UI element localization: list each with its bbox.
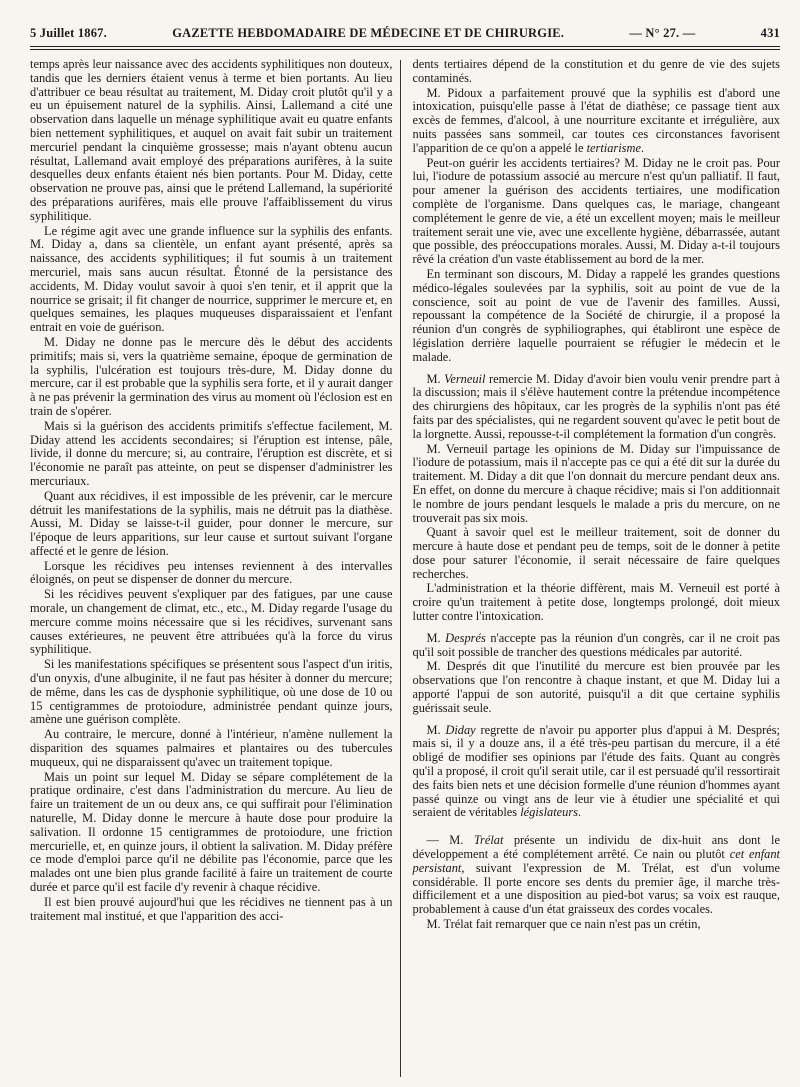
paragraph-prefix: M.	[426, 722, 446, 737]
paragraph-text: Au contraire, le mercure, donné à l'intérieur, n'amène nullement la disparition des squames palmaires et plantaires ou des tubercules muqueux, qui ne disparaissent qu'avec un traitement topique.	[30, 727, 393, 769]
paragraph-prefix: M.	[426, 630, 446, 645]
paragraph	[413, 918, 781, 932]
emphasis-text: cet enfant persistant	[412, 847, 780, 875]
paragraph-text: n'accepte pas la réunion d'un congrès, car il ne croit pas qu'il soit possible de trancher des questions médicales par autorité.	[412, 630, 780, 659]
paragraph	[30, 588, 393, 657]
paragraph	[413, 268, 781, 365]
paragraph-text: temps après leur naissance avec des accidents syphilitiques non douteux, tandis que les derniers étaient venus à terme et bien portants. Au lieu d'attribuer ce beau résultat au traitement, M. Diday croit plutôt qu'il y a eu un épuisement naturel de la syphilis. Ainsi, Lallemand a cité une observation dans laquelle un ménage syphilitique avait eu quatre enfants bien nettement syphilitiques, et auquel on avait fait subir un traitement mercuriel pendant la cinquième grossesse; mais n'ayant obtenu aucun résultat, Lallemand avait employé des préparations aurifères, à la suite desquelles deux enfants étaient nés bien portants. Pour M. Diday, cette observation ne prouve pas, ainsi que le prétend Lallemand, la supériorité des préparations aurifères, mais elle prouve l'affaiblissement du virus syphilitique.	[30, 58, 393, 223]
paragraph-text: Si les manifestations spécifiques se présentent sous l'aspect d'un iritis, d'un onyxis, d'une albuginite, il ne faut pas hésiter à donner du mercure; de même, dans les cas de dysphonie syphilitique, où une dose de 10 ou 15 centigrammes de protoiodure, administrée pendant quinze jours, amène une guérison complète.	[30, 657, 393, 727]
paragraph	[413, 87, 781, 156]
paragraph-text: présente un individu de dix-huit ans dont le développement a été complétement arrêté. Ce nain ou plutôt	[412, 833, 780, 862]
emphasis-text: tertiarisme	[586, 140, 641, 155]
paragraph	[413, 834, 781, 917]
paragraph-text: Peut-on guérir les accidents tertiaires? M. Diday ne le croit pas. Pour lui, l'iodure de potassium associé au mercure n'est qu'un palliatif. Il faut, pour amener la guérison des accidents tertiaires, une modification complète de l'organisme. Dans quelques cas, le mariage, changeant complétement le genre de vie, a été un excellent moyen; mais le meilleur traitement serait une vie, avec une excellente hygiène, débarrassée, autant que possible, des préoccupations morales. Aussi, M. Diday a-t-il toujours rêvé la création d'un vaste établissement au bord de la mer.	[412, 155, 780, 267]
paragraph	[413, 724, 781, 821]
paragraph-text: Lorsque les récidives peu intenses reviennent à des intervalles éloignés, on peut se dispenser de donner du mercure.	[30, 558, 393, 587]
paragraph-suffix: .	[640, 140, 645, 155]
paragraph-text: dents tertiaires dépend de la constitution et du genre de vie des sujets contaminés.	[412, 58, 780, 85]
paragraph	[30, 728, 393, 769]
paragraph-text: M. Trélat fait remarquer que ce nain n'est pas un crétin,	[426, 917, 701, 932]
paragraph-text: Mais si la guérison des accidents primitifs s'effectue facilement, M. Diday attend les accidents secondaires; si l'éruption est intense, pâle, livide, il donne du mercure; si, au contraire, l'éruption est discrète, et si l'économie ne paraît pas atteinte, on peut se dispenser d'administrer les mercuriaux.	[30, 418, 393, 488]
paragraph	[30, 771, 393, 895]
page-header	[30, 26, 780, 46]
header-rule	[30, 46, 780, 47]
paragraph-suffix: .	[578, 805, 582, 820]
paragraph	[30, 490, 393, 559]
paragraph	[30, 896, 393, 924]
paragraph	[30, 560, 393, 588]
paragraph-text: M. Després dit que l'inutilité du mercure est bien prouvée par les observations que l'on rencontre à chaque instant, et que M. Diday lui a apporté l'appui de son autorité, puisqu'il a dit que certaine syphilis guérissait seule.	[412, 659, 780, 715]
speaker-name: Trélat	[473, 833, 504, 848]
paragraph-prefix: M.	[426, 371, 445, 386]
paragraph-text: Mais un point sur lequel M. Diday se sépare complétement de la pratique ordinaire, c'est dans l'administration du mercure. Au lieu de faire un traitement de un ou deux ans, ce qui suffirait pour l'élimination naturelle, M. Diday donne le mercure à haute dose pour produire la salivation. Il ordonne 15 centigrammes de protoiodure, une friction mercurielle, et, en quinze jours, il obtient la salivation. M. Diday préfère ce mode d'emploi parce qu'il ne débilite pas l'économie, parce que les malades ont une bien plus grande facilité à faire un traitement de courte durée et parce qu'il est facile d'y revenir à chaque récidive.	[30, 769, 393, 895]
paragraph-text: Quant à savoir quel est le meilleur traitement, soit de donner du mercure à haute dose et pendant peu de temps, soit de le donner à petite dose pour saturer l'économie, il serait nécessaire de faire quelques recherches.	[412, 525, 780, 581]
paragraph	[413, 632, 781, 660]
paragraph-text: Le régime agit avec une grande influence sur la syphilis des enfants. M. Diday a, dans sa clientèle, un enfant ayant présenté, après sa naissance, des accidents syphilitiques; il fut soumis à un traitement mercuriel, mais sans aucun résultat. Étonné de la persistance des accidents, M. Diday voulut savoir à quoi s'en tenir, et il apprit que la nourrice se grisait; il fit changer de nourrice, supprimer le mercure et, en quelques semaines, les plaques muqueuses disparaissaient et l'enfant entrait en voie de guérison.	[30, 223, 393, 335]
paragraph	[30, 58, 393, 224]
paragraph-text: M. Diday ne donne pas le mercure dès le début des accidents primitifs; mais si, vers la quatrième semaine, époque de germination de la syphilis, l'ulcération est toujours très-dure, M. Diday donne du mercure, car il est probable que la syphilis sera forte, et il y aurait danger à ne pas prévenir la germination des virus au moment où l'éclosion est en train de s'opérer.	[30, 334, 393, 418]
paragraph	[413, 157, 781, 267]
right-column	[401, 58, 781, 1077]
left-column	[30, 58, 400, 1077]
paragraph	[413, 660, 781, 715]
paragraph	[30, 225, 393, 335]
header-date: 5 Juillet 1867.	[30, 26, 107, 40]
header-issue: — N° 27. —	[629, 26, 696, 40]
text-columns	[30, 58, 780, 1077]
speaker-name: Verneuil	[444, 371, 486, 386]
emphasis-text: législateurs	[520, 805, 579, 820]
paragraph	[30, 420, 393, 489]
paragraph-prefix: — M.	[426, 833, 474, 848]
header-title: GAZETTE HEBDOMADAIRE DE MÉDECINE ET DE CHIRURGIE.	[172, 26, 565, 40]
paragraph	[413, 443, 781, 526]
paragraph	[413, 582, 781, 623]
header-page-number: 431	[760, 26, 780, 40]
paragraph-text: Il est bien prouvé aujourd'hui que les récidives ne tiennent pas à un traitement mal institué, et que l'apparition des acci-	[30, 894, 393, 923]
paragraph-suffix: , suivant l'expression de M. Trélat, est d'un volume considérable. Il porte encore ses dents du premier âge, il marche très-difficilement et a une disposition au pied-bot varus; sa voix est rauque, probablement à cause d'un état graisseux des cordes vocales.	[412, 860, 780, 917]
paragraph	[30, 658, 393, 727]
paragraph-text: M. Pidoux a parfaitement prouvé que la syphilis est d'abord une intoxication, puisqu'elle passe à l'état de diathèse; ce passage tient aux excès de femmes, d'alcool, à une nourriture excitante et irrégulière, aux nuits passées sans sommeil, car toutes ces circonstances favorisent l'apparition de ce qu'on a appelé le	[412, 85, 780, 155]
paragraph-text: L'administration et la théorie diffèrent, mais M. Verneuil est porté à croire qu'un traitement à petite dose, longtemps prolongé, doit mieux lutter contre l'intoxication.	[412, 581, 780, 624]
paragraph	[30, 336, 393, 419]
paragraph-text: En terminant son discours, M. Diday a rappelé les grandes questions médico-légales soulevées par la syphilis, soit au point de vue de la conscience, soit au point de vue de l'avenir des familles. Aussi, repoussant la compétence de la Société de chirurgie, il a proposé la réunion d'un congrès de syphiliographes, qui établiront une espèce de législation derrière laquelle pourraient se réfugier le médecin et le malade.	[412, 266, 780, 364]
paragraph	[413, 526, 781, 581]
paragraph-text: regrette de n'avoir pu apporter plus d'appui à M. Després; mais si, il y a douze ans, il a été très-peu partisan du mercure, il a été obligé de modifier ses opinions par l'étude des faits. Quant au congrès qu'il a proposé, il croit qu'il serait utile, car il est persuadé qu'il ressortirait des faits bien nets et une décision formelle d'une réunion d'hommes ayant passé quinze ou vingt ans de leur vie à étudier une spécialité et qui seraient de véritables	[412, 722, 780, 820]
paragraph	[413, 58, 781, 86]
paragraph-text: Si les récidives peuvent s'expliquer par des fatigues, par une cause morale, un changement de climat, etc., etc., M. Diday regarde l'usage du mercure comme moins nécessaire que si les récidives, survenant sans causes extérieures, ne peuvent être attribuées qu'à la force du virus syphilitique.	[30, 587, 393, 657]
paragraph-text: Quant aux récidives, il est impossible de les prévenir, car le mercure détruit les manifestations de la syphilis, mais ne détruit pas la diathèse. Aussi, M. Diday se laisse-t-il guider, pour donner le mercure, sur l'époque de leurs apparitions, sur leur cause et surtout suivant l'organe affecté et le genre de lésion.	[30, 488, 393, 558]
header-rule-thin	[30, 49, 780, 50]
paragraph-text: M. Verneuil partage les opinions de M. Diday sur l'impuissance de l'iodure de potassium, mais il n'accepte pas ce qui a été dit sur la durée du traitement. M. Diday a dit que l'on donnait du mercure pendant deux ans. En effet, on donne du mercure à chaque récidive; mais si l'on additionnait le nombre de jours pendant lesquels le malade a pris du mercure, on ne trouverait pas six mois.	[412, 441, 780, 525]
paragraph-text: remercie M. Diday d'avoir bien voulu venir prendre part à la discussion; mais il s'élève hautement contre la prétendue incompétence des chirurgiens des hôpitaux, car les progrès de la syphilis n'ont pas été faits par des spécialistes, qui ne regardent souvent qu'avec le petit bout de la lorgnette. Aussi, repousse-t-il complétement la formation d'un congrès.	[412, 371, 780, 441]
paragraph	[413, 373, 781, 442]
speaker-name: Diday	[445, 722, 476, 737]
speaker-name: Després	[445, 630, 486, 645]
